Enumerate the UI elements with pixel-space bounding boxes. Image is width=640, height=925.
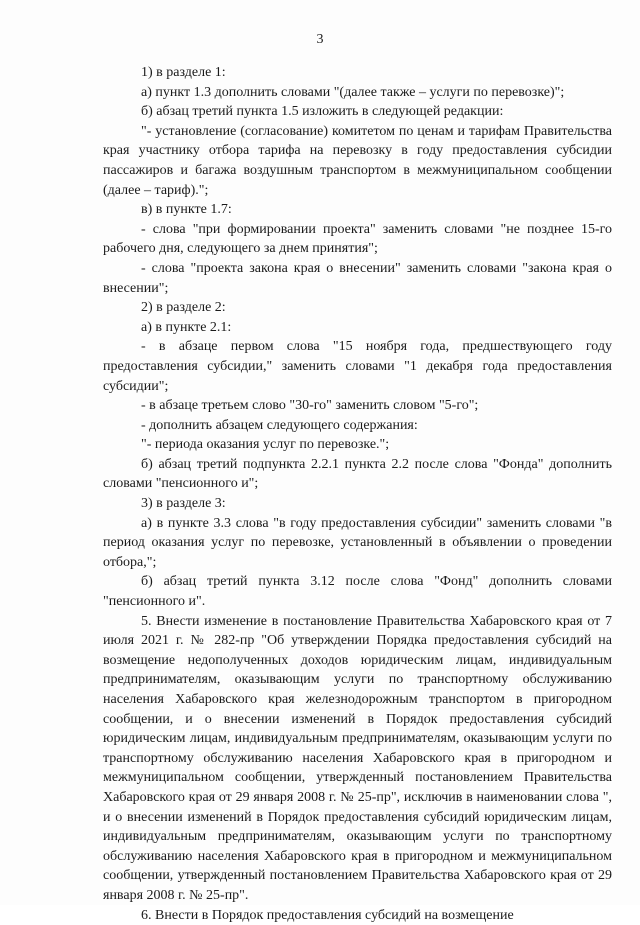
- paragraph: - слова "при формировании проекта" заменить словами "не позднее 15-го рабочего дня, следующего за днем принятия";: [103, 221, 612, 257]
- paragraph: в) в пункте 1.7:: [141, 202, 232, 218]
- paragraph: б) абзац третий пункта 1.5 изложить в следующей редакции:: [141, 104, 504, 120]
- paragraph: а) в пункте 3.3 слова "в году предоставления субсидии" заменить словами "в период оказания услуг по перевозке, установленный в объявлении о проведении отбора,";: [103, 515, 612, 570]
- paragraph: 1) в разделе 1:: [141, 65, 226, 80]
- paragraph: "- периода оказания услуг по перевозке.";: [141, 437, 390, 453]
- paragraph: б) абзац третий пункта 3.12 после слова "Фонд" дополнить словами "пенсионного и".: [103, 574, 612, 610]
- paragraph: 5. Внести изменение в постановление Правительства Хабаровского края от 7 июля 2021 г. № 282-пр "Об утверждении Порядка предоставления субсидий на возмещение недополученных доходов юридическим лицам, индивидуальным предпринимателям, оказывающим услуги по транспортному обслуживанию населения Хабаровского края железнодорожным транспортом в пригородном сообщении, и о внесении изменений в Порядок предоставления субсидий юридическим лицам, индивидуальным предпринимателям, оказывающим услуги по транспортному обслуживанию населения Хабаровского края в пригородном и межмуниципальном сообщении, утвержденный постановлением Правительства Хабаровского края от 29 января 2008 г. № 25-пр", исключив в наименовании слова ", и о внесении изменений в Порядок предоставления субсидий юридическим лицам, индивидуальным предпринимателям, оказывающим услуги по транспортному обслуживанию населения Хабаровского края в пригородном и межмуниципальном сообщении, утвержденный постановлением Правительства Хабаровского края от 29 января 2008 г. № 25-пр".: [103, 613, 612, 903]
- paragraph: - дополнить абзацем следующего содержания:: [141, 417, 418, 433]
- document-body: [103, 63, 612, 925]
- paragraph: - слова "проекта закона края о внесении" заменить словами "закона края о внесении";: [103, 260, 612, 296]
- paragraph: "- установление (согласование) комитетом по ценам и тарифам Правительства края участнику отбора тарифа на перевозку в году предоставления субсидии пассажиров и багажа воздушным транспортом в межмуниципальном сообщении (далее – тариф).";: [103, 123, 612, 198]
- paragraph: 2) в разделе 2:: [141, 300, 226, 316]
- paragraph: 6. Внести в Порядок предоставления субсидий на возмещение: [141, 907, 514, 923]
- paragraph: - в абзаце первом слова "15 ноября года, предшествующего году предоставления субсидии," заменить словами "1 декабря года предоставления субсидии";: [103, 339, 612, 394]
- paragraph: а) в пункте 2.1:: [141, 319, 232, 335]
- paragraph: б) абзац третий подпункта 2.2.1 пункта 2.2 после слова "Фонда" дополнить словами "пенсионного и";: [103, 456, 612, 492]
- paragraph: 3) в разделе 3:: [141, 496, 226, 512]
- paragraph: - в абзаце третьем слово "30-го" заменить словом "5-го";: [141, 398, 479, 414]
- page-number: 3: [316, 32, 324, 47]
- paragraph: а) пункт 1.3 дополнить словами "(далее также – услуги по перевозке)";: [141, 84, 565, 100]
